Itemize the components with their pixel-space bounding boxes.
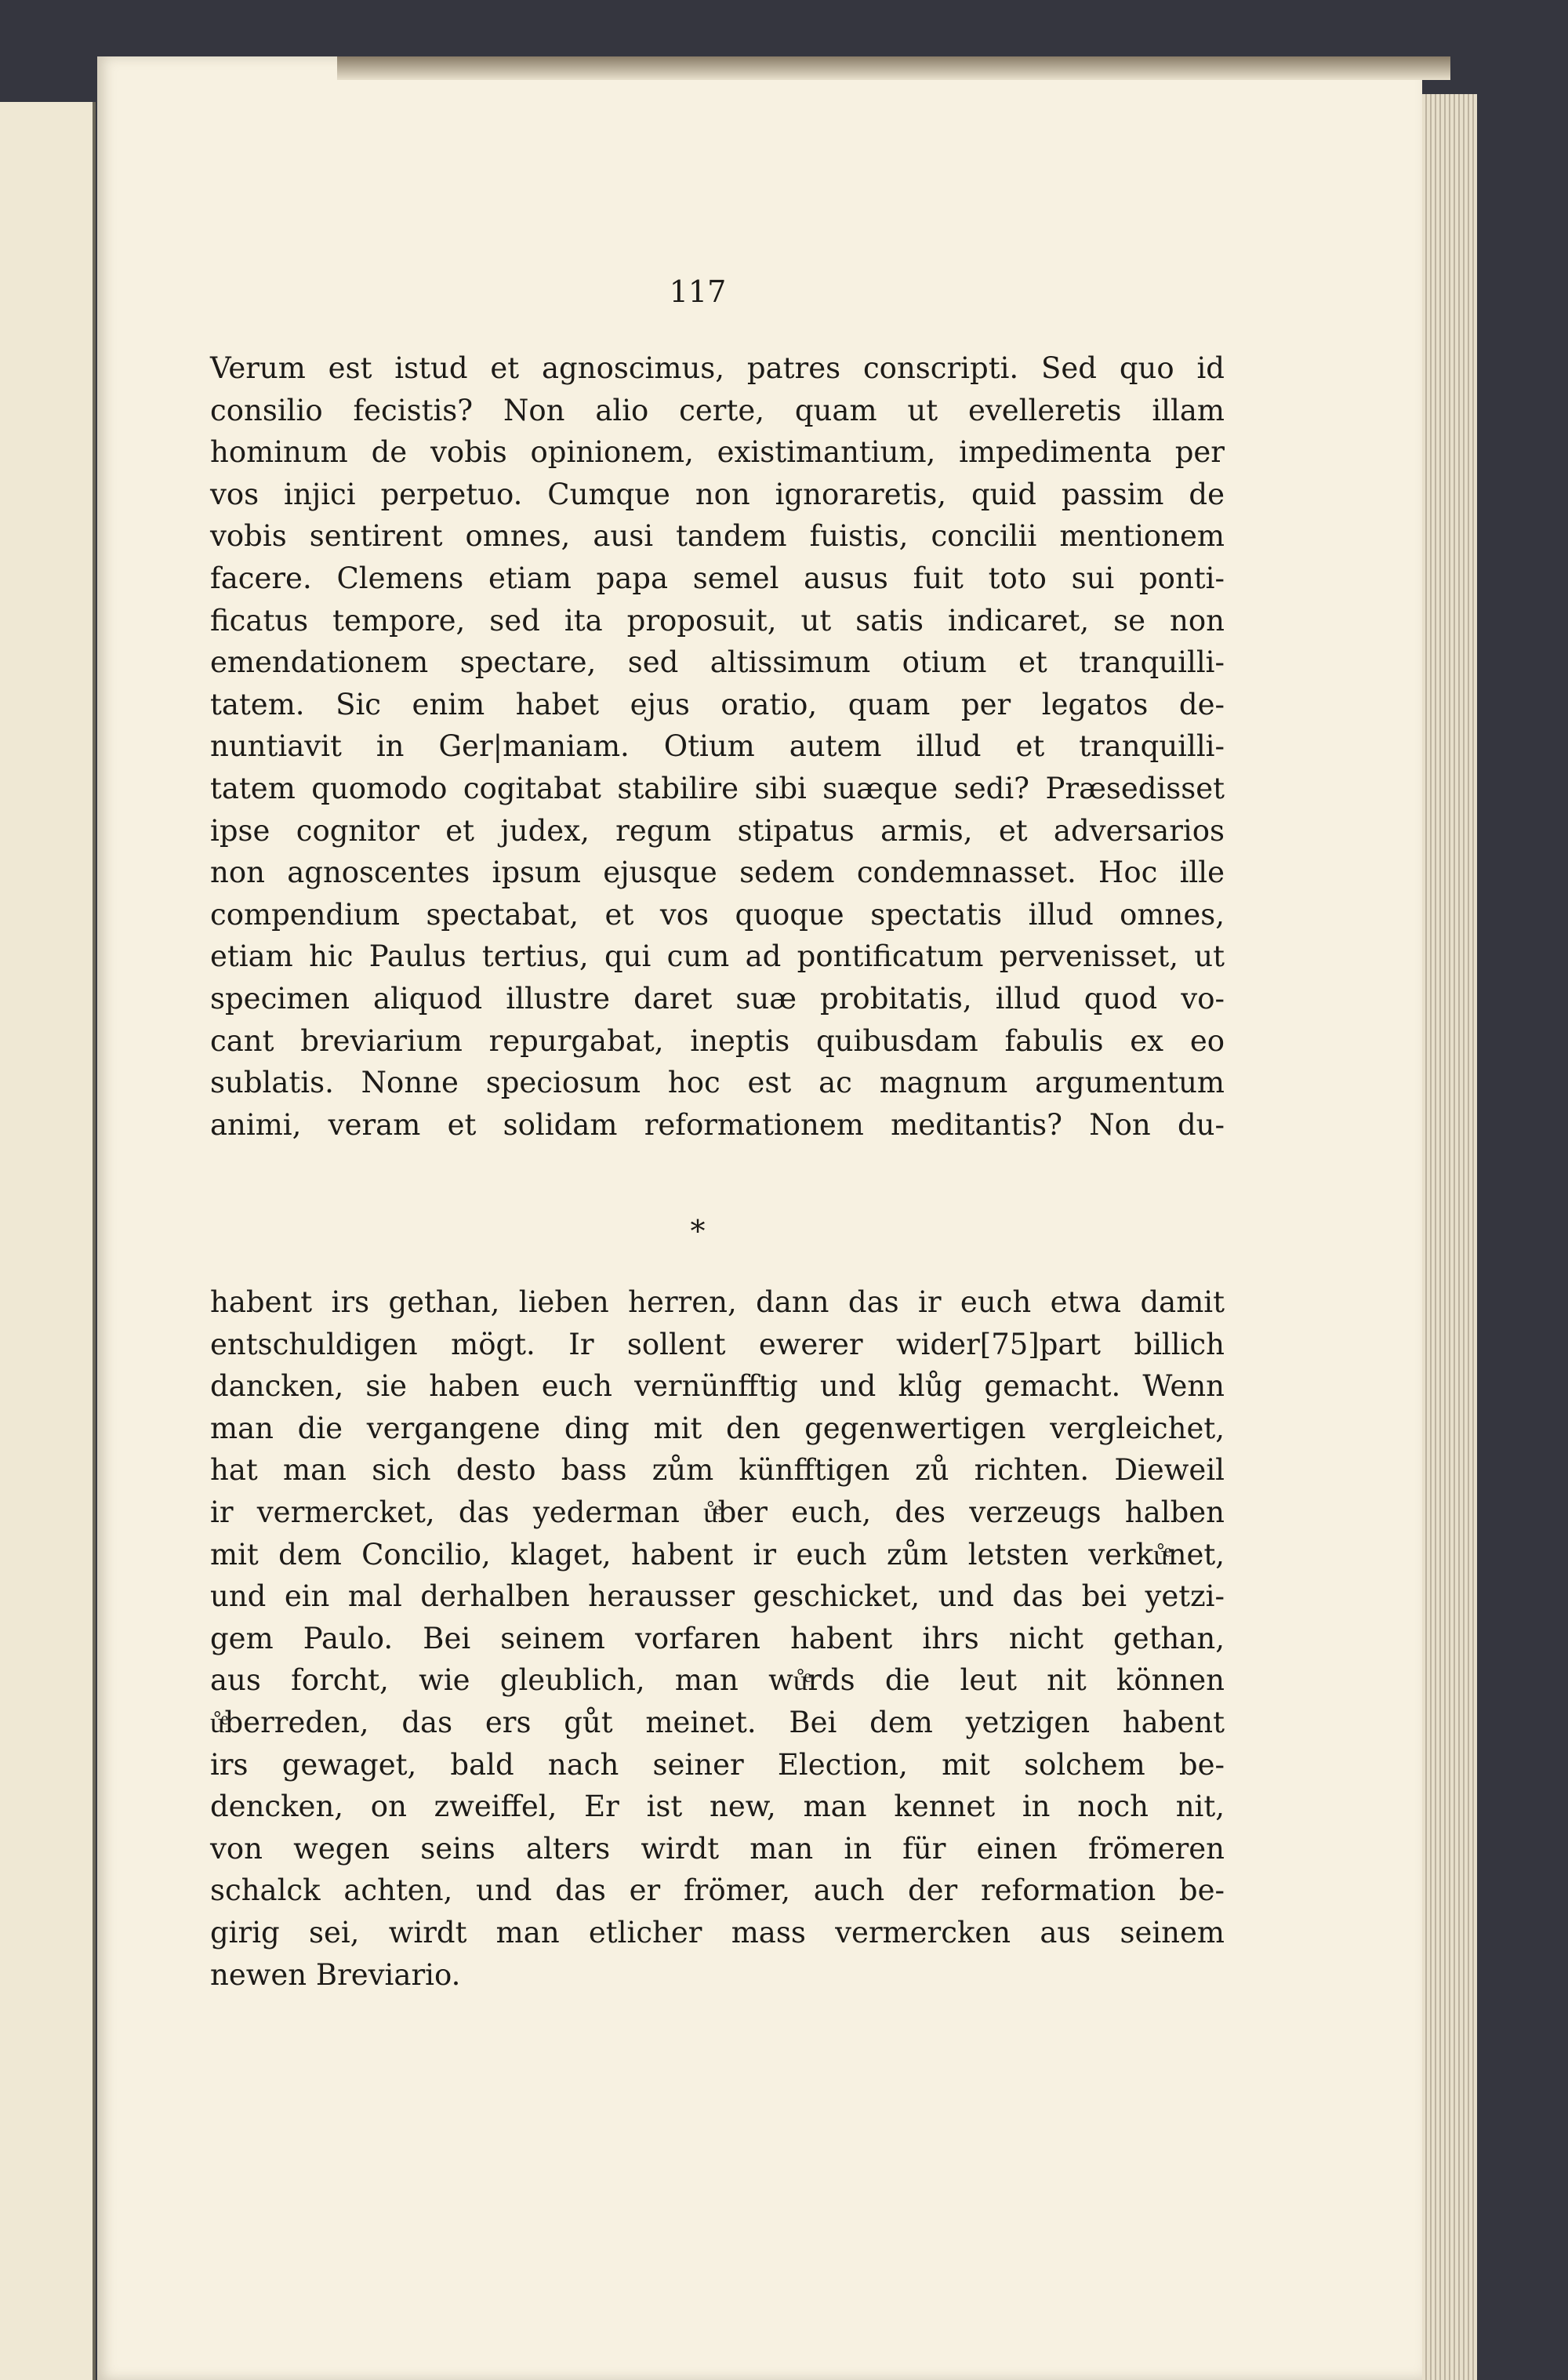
text-line: irs gewaget, bald nach seiner Election, mit solchem be- [210, 1747, 1225, 1782]
page-top-shadow [337, 56, 1450, 80]
text-line: nuntiavit in Ger|maniam. Otium autem illud et tranquilli- [210, 729, 1225, 764]
text-line: vos injici perpetuo. Cumque non ignoraretis, quid passim de [210, 477, 1225, 511]
text-line: ůͤberreden, das ers gůt meinet. Bei dem yetzigen habent [210, 1705, 1225, 1739]
text-line: dancken, sie haben euch vernünfftig und klůg gemacht. Wenn [210, 1369, 1225, 1404]
text-line: emendationem spectare, sed altissimum otium et tranquilli- [210, 645, 1225, 680]
text-line: sublatis. Nonne speciosum hoc est ac magnum argumentum [210, 1066, 1225, 1100]
text-line: ipse cognitor et judex, regum stipatus armis, et adversarios [210, 813, 1225, 848]
text-line: hominum de vobis opinionem, existimantium, impedimenta per [210, 435, 1225, 470]
german-paragraph [210, 1281, 1225, 1996]
text-line: entschuldigen mögt. Ir sollent ewerer wider[75]part billich [210, 1327, 1225, 1361]
text-line: ir vermercket, das yederman ůͤber euch, des verzeugs halben [210, 1495, 1225, 1529]
text-line: habent irs gethan, lieben herren, dann das ir euch etwa damit [210, 1285, 1225, 1319]
text-line: gem Paulo. Bei seinem vorfaren habent ihrs nicht gethan, [210, 1621, 1225, 1655]
page-number: 117 [669, 274, 727, 309]
text-line: consilio fecistis? Non alio certe, quam ut evelleretis illam [210, 393, 1225, 427]
text-line: girig sei, wirdt man etlicher mass vermercken aus seinem [210, 1915, 1225, 1949]
text-line: von wegen seins alters wirdt man in für einen frömeren [210, 1831, 1225, 1866]
text-line: etiam hic Paulus tertius, qui cum ad pontificatum pervenisset, ut [210, 939, 1225, 974]
text-line: hat man sich desto bass zům künfftigen zů richten. Dieweil [210, 1453, 1225, 1488]
text-line: ficatus tempore, sed ita proposuit, ut satis indicaret, se non [210, 603, 1225, 638]
text-line: vobis sentirent omnes, ausi tandem fuistis, concilii mentionem [210, 519, 1225, 554]
text-line: und ein mal derhalben herausser geschicket, und das bei yetzi- [210, 1579, 1225, 1614]
text-line: dencken, on zweiffel, Er ist new, man kennet in noch nit, [210, 1790, 1225, 1824]
text-line: schalck achten, und das er frömer, auch der reformation be- [210, 1873, 1225, 1908]
section-separator: * [690, 1214, 706, 1248]
text-line: tatem. Sic enim habet ejus oratio, quam per legatos de- [210, 687, 1225, 721]
text-line: animi, veram et solidam reformationem meditantis? Non du- [210, 1107, 1225, 1142]
text-line: tatem quomodo cogitabat stabilire sibi suæque sedi? Præsedisset [210, 771, 1225, 805]
text-line: man die vergangene ding mit den gegenwertigen vergleichet, [210, 1411, 1225, 1445]
text-line: non agnoscentes ipsum ejusque sedem condemnasset. Hoc ille [210, 856, 1225, 890]
text-line: compendium spectabat, et vos quoque spectatis illud omnes, [210, 897, 1225, 932]
latin-paragraph [210, 347, 1225, 1146]
text-line: specimen aliquod illustre daret suæ probitatis, illud quod vo- [210, 981, 1225, 1016]
text-line: newen Breviario. [210, 1957, 461, 1992]
text-line: facere. Clemens etiam papa semel ausus fuit toto sui ponti- [210, 561, 1225, 595]
text-line: Verum est istud et agnoscimus, patres conscripti. Sed quo id [210, 351, 1225, 385]
text-line: cant breviarium repurgabat, ineptis quibusdam fabulis ex eo [210, 1023, 1225, 1058]
text-line: mit dem Concilio, klaget, habent ir euch zům letsten verkůͤnet, [210, 1537, 1225, 1572]
text-line: aus forcht, wie gleublich, man wůͤrds die leut nit können [210, 1663, 1225, 1698]
